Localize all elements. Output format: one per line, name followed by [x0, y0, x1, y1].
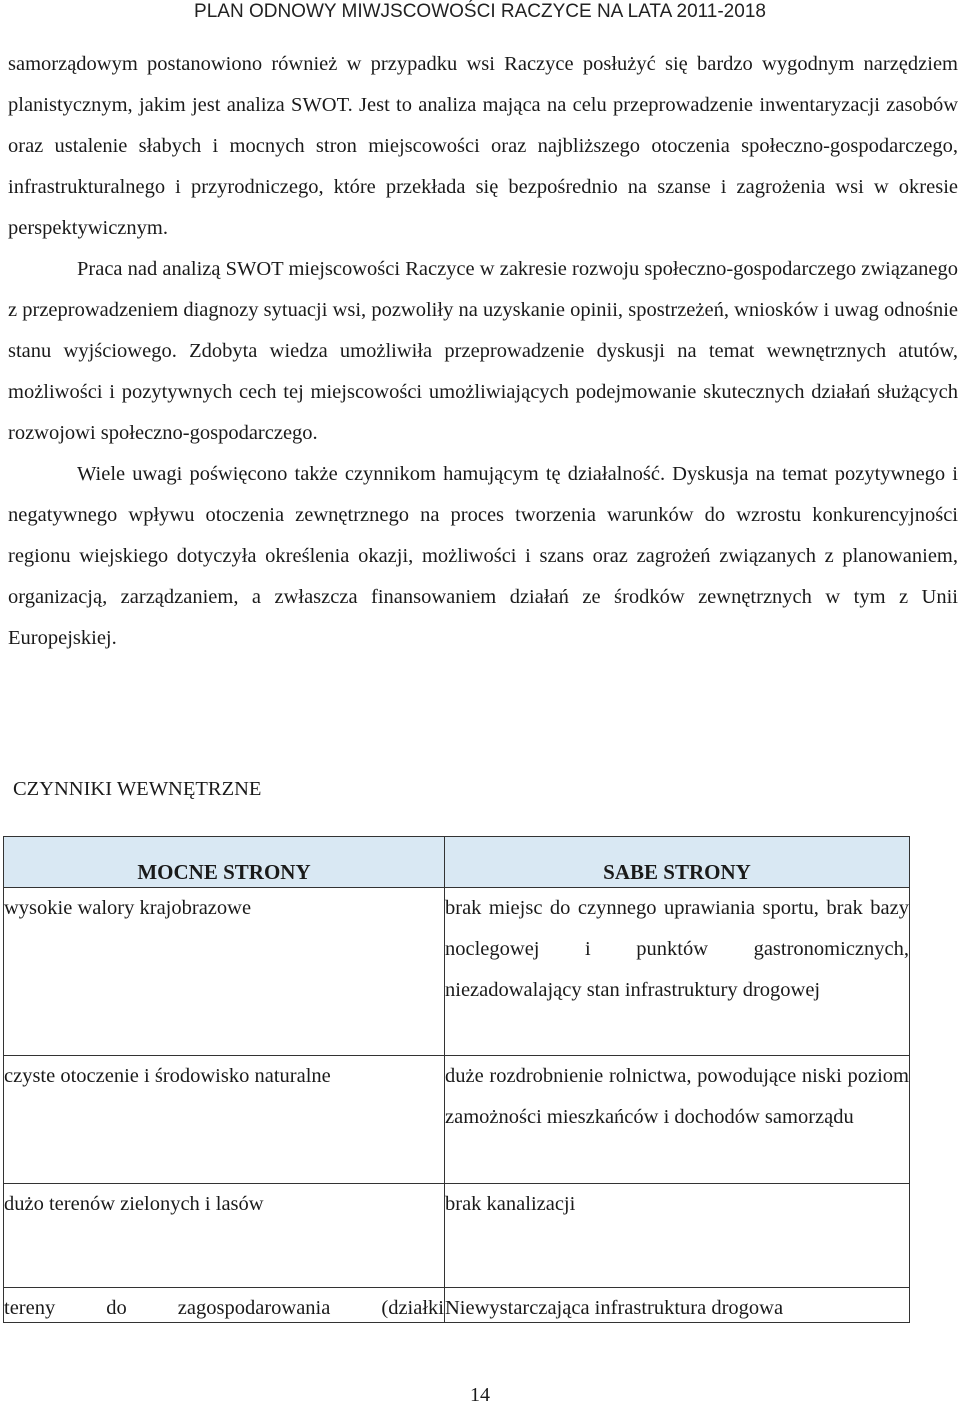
table-row: [4, 1056, 910, 1184]
column-header-weaknesses: SABE STRONY: [445, 837, 910, 888]
cell-text: tereny do zagospodarowania (działki: [4, 1297, 444, 1319]
table-cell: brak kanalizacji: [445, 1184, 910, 1288]
paragraph: Praca nad analizą SWOT miejscowości Raczyce w zakresie rozwoju społeczno-gospodarczego związanego z przeprowadzeniem diagnozy sytuacji wsi, pozwoliły na uzyskanie opinii, spostrzeżeń, wniosków i uwag odnośnie stanu wyjściowego. Zdobyta wiedza umożliwiła przeprowadzenie dyskusji na temat wewnętrznych atutów, możliwości i pozytywnych cech tej miejscowości umożliwiających podejmowanie skutecznych działań służących rozwojowi społeczno-gospodarczego.: [8, 258, 958, 444]
table-cell: [4, 1288, 445, 1323]
table-row: [4, 1288, 910, 1323]
table-header-row: [4, 837, 910, 888]
body-text: [8, 44, 958, 659]
cell-text: Niewystarczająca infrastruktura drogowa: [445, 1297, 784, 1319]
page-number: 14: [470, 1384, 490, 1406]
section-title: CZYNNIKI WEWNĘTRZNE: [13, 778, 262, 800]
table-cell: duże rozdrobnienie rolnictwa, powodujące niski poziom zamożności mieszkańców i dochodów samorządu: [445, 1056, 910, 1184]
table-cell: [445, 1288, 910, 1323]
paragraph: samorządowym postanowiono również w przypadku wsi Raczyce posłużyć się bardzo wygodnym narzędziem planistycznym, jakim jest analiza SWOT. Jest to analiza mająca na celu przeprowadzenie inwentaryzacji zasobów oraz ustalenie słabych i mocnych stron miejscowości oraz najbliższego otoczenia społeczno-gospodarczego, infrastrukturalnego i przyrodniczego, które przekłada się bezpośrednio na szanse i zagrożenia wsi w okresie perspektywicznym.: [8, 53, 958, 239]
page-header: PLAN ODNOWY MIWJSCOWOŚCI RACZYCE NA LATA 2011-2018: [194, 1, 766, 22]
table-cell: czyste otoczenie i środowisko naturalne: [4, 1056, 445, 1184]
table-cell: wysokie walory krajobrazowe: [4, 888, 445, 1056]
paragraph: Wiele uwagi poświęcono także czynnikom hamującym tę działalność. Dyskusja na temat pozytywnego i negatywnego wpływu otoczenia zewnętrznego na proces tworzenia warunków do wzrostu konkurencyjności regionu wiejskiego dotyczyła określenia okazji, możliwości i szans oraz zagrożeń związanych z planowaniem, organizacją, zarządzaniem, a zwłaszcza finansowaniem działań ze środków zewnętrznych w tym z Unii Europejskiej.: [8, 463, 958, 649]
table-row: [4, 888, 910, 1056]
table-cell: dużo terenów zielonych i lasów: [4, 1184, 445, 1288]
swot-table: [3, 836, 910, 1323]
table-row: [4, 1184, 910, 1288]
column-header-strengths: MOCNE STRONY: [4, 837, 445, 888]
table-cell: brak miejsc do czynnego uprawiania sportu, brak bazy noclegowej i punktów gastronomicznych, niezadowalający stan infrastruktury drogowej: [445, 888, 910, 1056]
